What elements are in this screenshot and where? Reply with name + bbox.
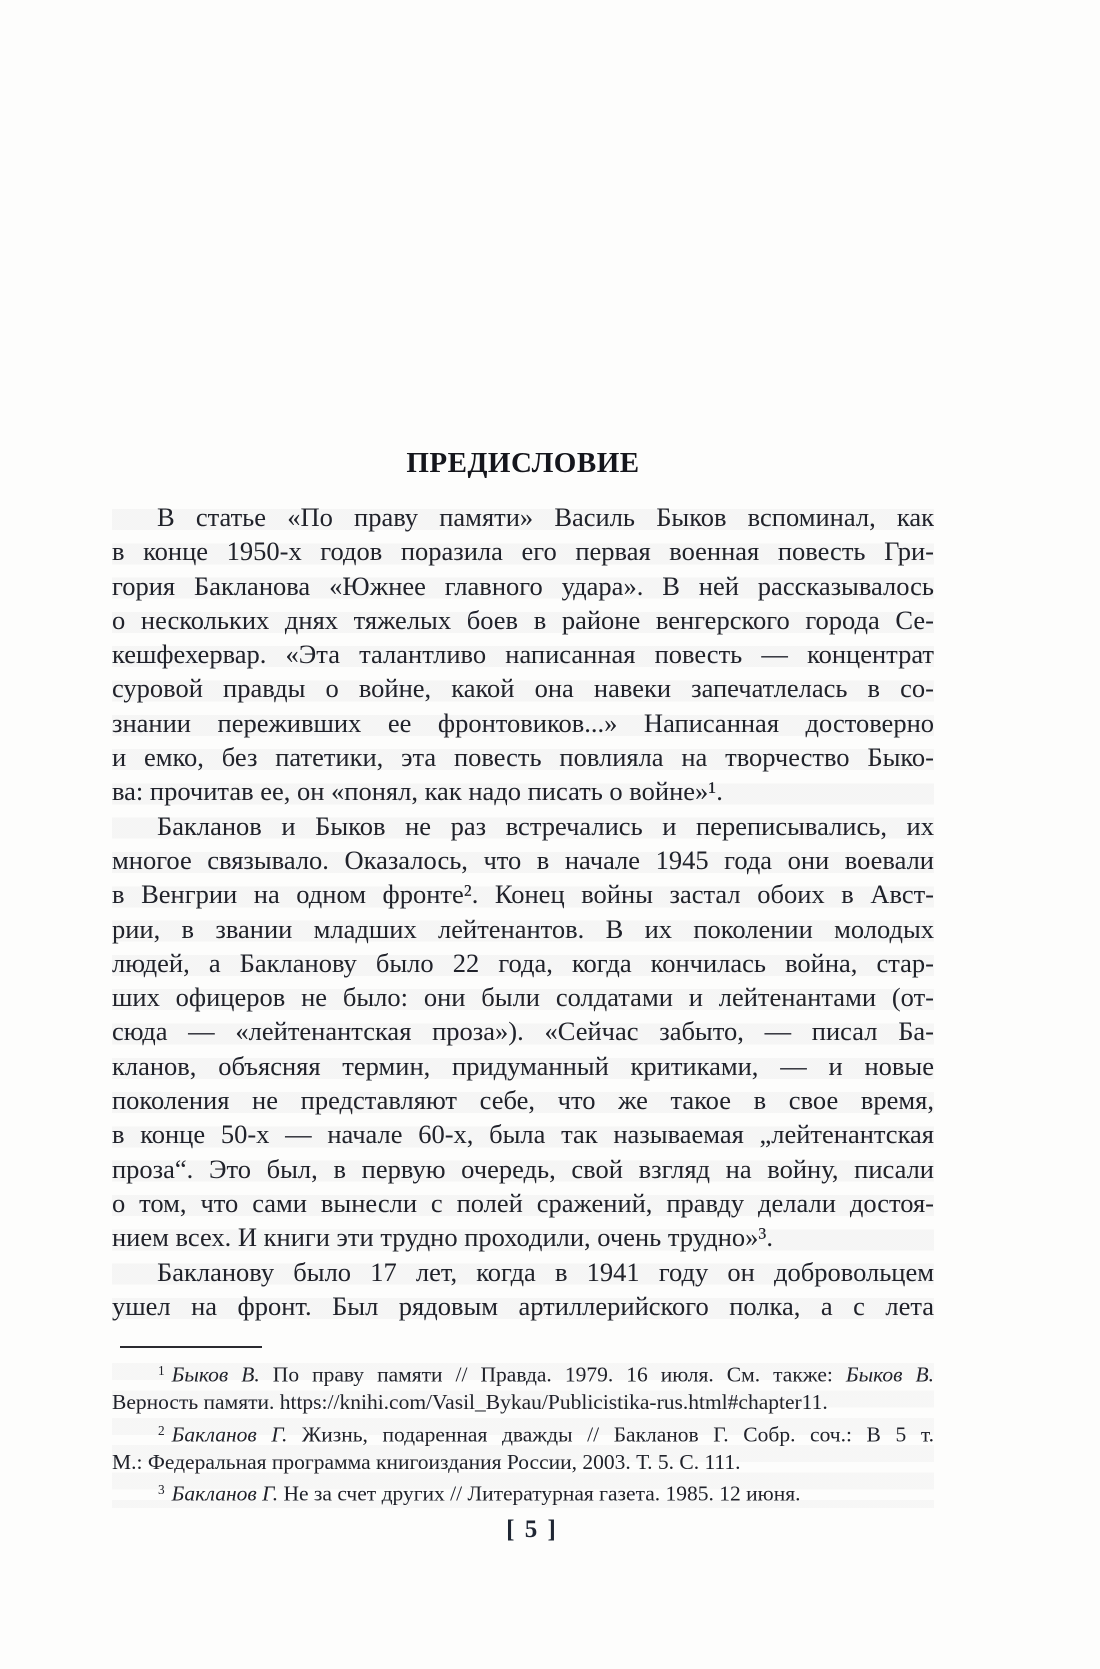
text-line: и емко, без патетики, эта повесть повлияла на творчество Быко-	[112, 742, 934, 773]
footnote-text: По праву памяти // Правда. 1979. 16 июля. См. также:	[259, 1362, 846, 1387]
footnote-text: Быков В.	[845, 1362, 934, 1387]
text-line: в Венгрии на одном фронте². Конец войны застал обоих в Авст-	[112, 879, 934, 910]
paragraph	[112, 1255, 934, 1324]
text-line: кланов, объясняя термин, придуманный критиками, — и новые	[112, 1050, 934, 1081]
text-line: в конце 50-х — начале 60-х, была так называемая „лейтенантская	[112, 1119, 934, 1150]
footnote-line	[112, 1449, 934, 1476]
page-title: ПРЕДИСЛОВИЕ	[406, 447, 640, 479]
footnote-text: М.: Федеральная программа книгоиздания России, 2003. Т. 5. С. 111.	[112, 1449, 741, 1474]
footnote-line	[112, 1417, 934, 1449]
footnote-line	[112, 1357, 934, 1389]
text-line: суровой правды о войне, какой она навеки запечатлелась в со-	[112, 673, 934, 704]
body-text	[112, 500, 934, 1323]
paragraph	[112, 500, 934, 809]
text-line: многое связывало. Оказалось, что в начале 1945 года они воевали	[112, 844, 934, 875]
footnote-text: Бакланов Г.	[171, 1481, 279, 1506]
footnote-text: Верность памяти. https://knihi.com/Vasil_Bykau/Publicistika-rus.html#chapter11.	[112, 1390, 828, 1415]
footnote-marker: 1	[158, 1363, 165, 1379]
text-line: нием всех. И книги эти трудно проходили, очень трудно»³.	[112, 1222, 773, 1253]
page-number: [ 5 ]	[506, 1516, 558, 1543]
text-line: о том, что сами вынесли с полей сражений, правду делали достоя-	[112, 1187, 934, 1218]
text-line: ва: прочитав ее, он «понял, как надо писать о войне»¹.	[112, 776, 723, 807]
footnote-marker: 2	[158, 1422, 165, 1438]
footnote-text: Жизнь, подаренная дважды // Бакланов Г. Собр. соч.: В 5 т.	[287, 1422, 935, 1447]
text-line: ушел на фронт. Был рядовым артиллерийского полка, а с лета	[112, 1290, 934, 1321]
text-line: поколения не представляют себе, что же такое в свое время,	[112, 1085, 934, 1116]
text-line: знании переживших ее фронтовиков...» Написанная достоверно	[112, 707, 934, 738]
text-line: рии, в звании младших лейтенантов. В их поколении молодых	[112, 913, 934, 944]
text-line: В статье «По праву памяти» Василь Быков вспоминал, как	[157, 502, 934, 532]
text-line: кешфехервар. «Эта талантливо написанная повесть — концентрат	[112, 639, 934, 670]
text-line: о нескольких днях тяжелых боев в районе венгерского города Се-	[112, 604, 934, 635]
text-line: людей, а Бакланову было 22 года, когда кончилась война, стар-	[112, 947, 934, 978]
text-line: Бакланову было 17 лет, когда в 1941 году он добровольцем	[157, 1256, 934, 1287]
text-line: ших офицеров не было: они были солдатами и лейтенантами (от-	[112, 982, 934, 1013]
text-line: гория Бакланова «Южнее главного удара». В ней рассказывалось	[112, 570, 934, 601]
text-line: Бакланов и Быков не раз встречались и переписывались, их	[157, 810, 934, 841]
footnote-separator	[120, 1346, 262, 1348]
footnote-text: Быков В.	[171, 1362, 260, 1387]
text-column	[112, 447, 934, 1508]
footnote-line	[112, 1389, 934, 1416]
footnote-text: Бакланов Г.	[171, 1422, 288, 1447]
text-line: проза“. Это был, в первую очередь, свой взгляд на войну, писали	[112, 1153, 934, 1184]
footnotes	[112, 1357, 934, 1508]
footnote-line	[112, 1476, 934, 1508]
footnote-text: Не за счет других // Литературная газета. 1985. 12 июня.	[278, 1481, 801, 1506]
footnote-marker: 3	[158, 1482, 165, 1498]
text-line: сюда — «лейтенантская проза»). «Сейчас забыто, — писал Ба-	[112, 1016, 934, 1047]
paragraph	[112, 809, 934, 1255]
text-line: в конце 1950-х годов поразила его первая военная повесть Гри-	[112, 536, 934, 567]
